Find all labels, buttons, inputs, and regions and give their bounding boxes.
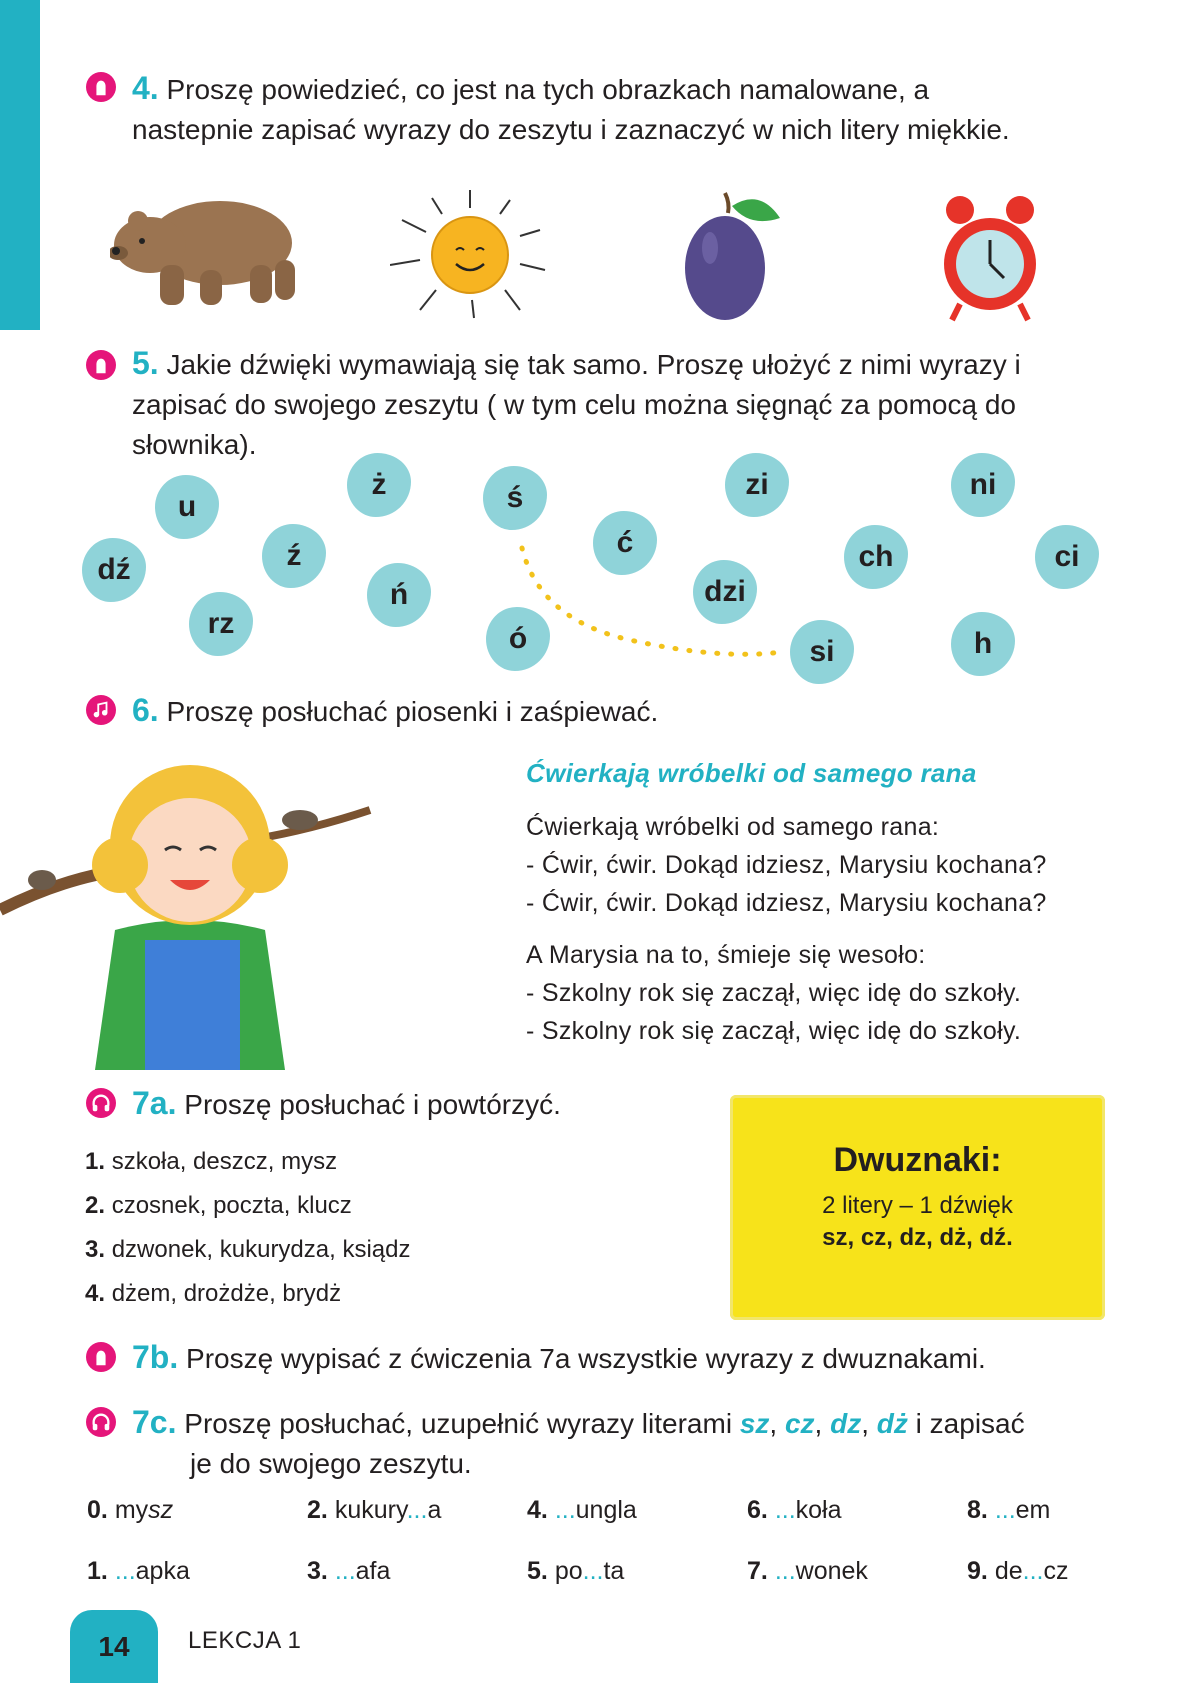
letter-bubble: ś [483,466,547,530]
task-4-number: 4. [132,70,159,106]
letter-bubble: ń [367,563,431,627]
task-6-number: 6. [132,692,159,728]
sun-picture [390,190,550,320]
music-note-icon [86,695,116,725]
hand-icon [86,350,116,380]
song-line: A Marysia na to, śmieje się wesoło: [526,941,926,969]
alarm-clock-picture [940,192,1040,327]
digraph-info-box [730,1095,1105,1320]
task-5-text: 5. Jakie dźwięki wymawiają się tak samo. Proszę ułożyć z nimi wyrazy i zapisać do swojego zeszytu ( w tym celu można sięgnąć za pomocą do słownika). [132,345,1021,460]
list-item: 4. dżem, drożdże, brydż [85,1280,342,1307]
box-letters: sz, cz, dz, dż, dź. [822,1224,1013,1251]
exercise-item: 7. ...wonek [747,1557,868,1585]
task-7c-text: 7c. Proszę posłuchać, uzupełnić wyrazy literami sz, cz, dz, dż i zapisać je do swojego zeszytu. [132,1404,1025,1479]
song-title: Ćwierkają wróbelki od samego rana [526,758,977,788]
song-lyrics [526,808,1126,1050]
letter-bubble: u [155,475,219,539]
letter-bubble: ci [1035,525,1099,589]
letter-bubble: ź [262,524,326,588]
letter-bubble: dź [82,538,146,602]
song-line: - Szkolny rok się zaczął, więc idę do szkoły. [526,1017,1022,1045]
exercise-item: 2. kukury...a [307,1496,442,1524]
exercise-item: 0. mysz [87,1496,174,1524]
task-6-text: 6. Proszę posłuchać piosenki i zaśpiewać. [132,692,659,728]
bear-picture [110,185,300,310]
task-7a-number: 7a. [132,1085,177,1121]
exercise-item: 8. ...em [967,1496,1051,1524]
plum-picture [680,188,780,323]
hand-icon [86,72,116,102]
exercise-item: 1. ...apka [87,1557,190,1585]
lesson-label: LEKCJA 1 [188,1627,302,1654]
task-5-number: 5. [132,345,159,381]
letter-bubble: ć [593,511,657,575]
exercise-item: 4. ...ungla [527,1496,637,1524]
girl-with-backpack-illustration [0,750,380,1070]
song-line: - Ćwir, ćwir. Dokąd idziesz, Marysiu kochana? [526,889,1047,917]
task-7b-text: 7b. Proszę wypisać z ćwiczenia 7a wszystkie wyrazy z dwuznakami. [132,1339,986,1375]
exercise-item: 5. po...ta [527,1557,625,1585]
letter-bubble: ż [347,453,411,517]
hand-icon [86,1342,116,1372]
song-line: - Ćwir, ćwir. Dokąd idziesz, Marysiu kochana? [526,851,1047,879]
letter-bubble: ni [951,453,1015,517]
exercise-item: 9. de...cz [967,1557,1069,1585]
song-line: Ćwierkają wróbelki od samego rana: [526,813,940,841]
list-item: 2. czosnek, poczta, klucz [85,1192,352,1219]
task-4-text: 4. Proszę powiedzieć, co jest na tych obrazkach namalowane, a nastepnie zapisać wyrazy do zeszytu i zaznaczyć w nich litery miękkie. [132,70,1010,145]
box-line: 2 litery – 1 dźwięk [822,1192,1013,1219]
box-title: Dwuznaki: [833,1141,1002,1179]
letter-bubble: h [951,612,1015,676]
page-number: 14 [70,1610,158,1683]
list-item: 1. szkoła, deszcz, mysz [85,1148,338,1175]
task-7b-number: 7b. [132,1339,179,1375]
task-7a-list [85,1140,585,1316]
exercise-item: 3. ...afa [307,1557,391,1585]
letter-bubble: si [790,620,854,684]
side-accent-bar [0,0,40,330]
dotted-connector-line [510,540,790,660]
letter-bubble: zi [725,453,789,517]
letter-bubble: ch [844,525,908,589]
letter-bubble: rz [189,592,253,656]
task-7c-number: 7c. [132,1404,177,1440]
letter-bubble: dzi [693,560,757,624]
headphones-icon [86,1088,116,1118]
task-7a-text: 7a. Proszę posłuchać i powtórzyć. [132,1085,561,1121]
exercise-item: 6. ...koła [747,1496,842,1524]
headphones-icon [86,1407,116,1437]
list-item: 3. dzwonek, kukurydza, ksiądz [85,1236,411,1263]
song-line: - Szkolny rok się zaczął, więc idę do szkoły. [526,979,1022,1007]
letter-bubble: ó [486,607,550,671]
